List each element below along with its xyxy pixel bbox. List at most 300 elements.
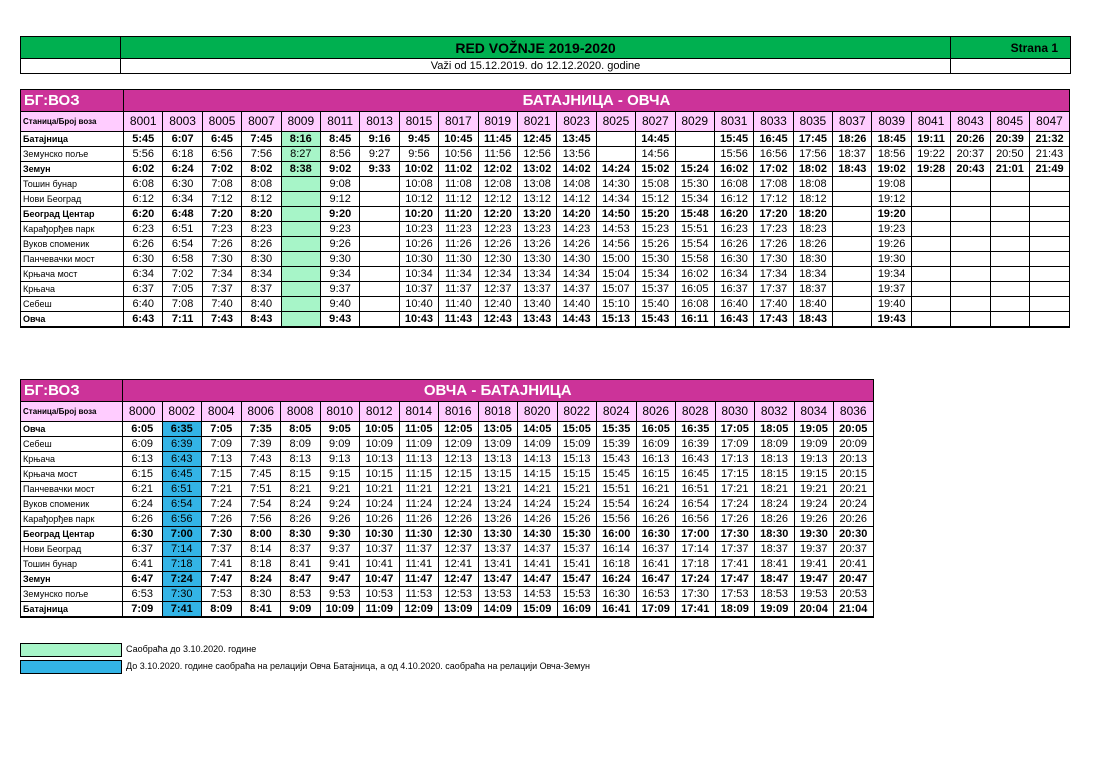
departure-time: 10:40	[399, 297, 438, 312]
departure-time: 13:02	[517, 162, 556, 177]
departure-time	[833, 282, 872, 297]
departure-time: 17:24	[715, 497, 755, 512]
departure-time: 14:53	[596, 222, 635, 237]
departure-time: 10:09	[360, 437, 400, 452]
departure-time: 19:23	[872, 222, 911, 237]
departure-time: 13:56	[557, 147, 596, 162]
departure-time: 12:08	[478, 177, 517, 192]
departure-time: 11:56	[478, 147, 517, 162]
train-number: 8023	[557, 112, 596, 132]
station-name: Нови Београд	[21, 192, 124, 207]
departure-time: 16:02	[675, 267, 714, 282]
departure-time	[951, 252, 990, 267]
departure-time: 19:09	[755, 602, 795, 618]
departure-time: 7:40	[202, 297, 241, 312]
departure-time: 17:30	[676, 587, 716, 602]
departure-time: 17:05	[715, 422, 755, 437]
departure-time: 16:26	[714, 237, 753, 252]
departure-time: 13:09	[478, 437, 518, 452]
train-number: 8019	[478, 112, 517, 132]
train-number: 8037	[833, 112, 872, 132]
station-name: Земун	[21, 162, 124, 177]
departure-time: 13:20	[517, 207, 556, 222]
departure-time: 20:39	[990, 132, 1029, 147]
departure-time: 17:40	[754, 297, 793, 312]
departure-time	[990, 192, 1029, 207]
departure-time: 20:30	[834, 527, 874, 542]
departure-time: 18:34	[793, 267, 832, 282]
departure-time: 9:27	[360, 147, 399, 162]
departure-time: 10:13	[360, 452, 400, 467]
departure-time	[833, 222, 872, 237]
departure-time: 19:08	[872, 177, 911, 192]
departure-time: 17:02	[754, 162, 793, 177]
departure-time: 20:43	[951, 162, 990, 177]
departure-time: 18:26	[755, 512, 795, 527]
table-row	[21, 192, 1070, 207]
departure-time: 7:30	[202, 252, 241, 267]
departure-time: 12:56	[517, 147, 556, 162]
departure-time: 16:09	[557, 602, 597, 618]
train-number: 8008	[281, 402, 321, 422]
departure-time: 8:41	[281, 557, 321, 572]
departure-time: 9:05	[320, 422, 360, 437]
departure-time: 17:45	[793, 132, 832, 147]
station-column-header: Станица/Број воза	[21, 402, 123, 422]
departure-time: 17:37	[754, 282, 793, 297]
departure-time: 14:41	[518, 557, 558, 572]
departure-time: 15:37	[557, 542, 597, 557]
departure-time: 13:45	[557, 132, 596, 147]
departure-time: 16:02	[714, 162, 753, 177]
departure-time	[990, 252, 1029, 267]
departure-time: 18:43	[833, 162, 872, 177]
departure-time: 18:23	[793, 222, 832, 237]
departure-time: 6:30	[123, 527, 163, 542]
departure-time	[833, 177, 872, 192]
departure-time: 8:20	[242, 207, 281, 222]
train-number: 8005	[202, 112, 241, 132]
departure-time: 19:21	[794, 482, 834, 497]
legend-swatch-green	[20, 643, 122, 657]
departure-time: 8:13	[281, 452, 321, 467]
departure-time: 6:48	[163, 207, 202, 222]
departure-time	[990, 237, 1029, 252]
train-number: 8031	[714, 112, 753, 132]
table-row	[21, 482, 874, 497]
departure-time: 14:02	[557, 162, 596, 177]
departure-time: 16:26	[636, 512, 676, 527]
departure-time: 19:15	[794, 467, 834, 482]
departure-time: 8:37	[242, 282, 281, 297]
departure-time: 16:43	[676, 452, 716, 467]
departure-time: 20:09	[834, 437, 874, 452]
departure-time: 20:04	[794, 602, 834, 618]
departure-time: 17:37	[715, 542, 755, 557]
departure-time: 7:41	[202, 557, 242, 572]
departure-time: 10:30	[399, 252, 438, 267]
departure-time: 7:37	[202, 542, 242, 557]
departure-time: 18:09	[715, 602, 755, 618]
departure-time: 20:21	[834, 482, 874, 497]
table-row	[21, 542, 874, 557]
departure-time: 15:39	[597, 437, 637, 452]
departure-time: 7:43	[202, 312, 241, 328]
departure-time: 18:21	[755, 482, 795, 497]
departure-time: 9:30	[320, 527, 360, 542]
departure-time: 6:24	[163, 162, 202, 177]
departure-time: 16:30	[714, 252, 753, 267]
departure-time	[1030, 222, 1070, 237]
departure-time: 17:23	[754, 222, 793, 237]
departure-time: 20:13	[834, 452, 874, 467]
departure-time	[281, 267, 320, 282]
departure-time: 17:08	[754, 177, 793, 192]
departure-time: 15:30	[636, 252, 675, 267]
departure-time: 11:26	[439, 237, 478, 252]
train-number: 8021	[517, 112, 556, 132]
departure-time: 21:01	[990, 162, 1029, 177]
station-name: Батајница	[21, 602, 123, 618]
departure-time: 14:40	[557, 297, 596, 312]
departure-time	[990, 177, 1029, 192]
departure-time: 13:53	[478, 587, 518, 602]
departure-time: 5:56	[124, 147, 163, 162]
departure-time: 8:18	[241, 557, 281, 572]
station-name: Тошин бунар	[21, 177, 124, 192]
departure-time: 6:54	[162, 497, 202, 512]
departure-time: 16:13	[636, 452, 676, 467]
departure-time: 8:26	[242, 237, 281, 252]
departure-time: 10:09	[320, 602, 360, 618]
departure-time	[1030, 267, 1070, 282]
departure-time: 6:35	[162, 422, 202, 437]
station-name: Себеш	[21, 437, 123, 452]
departure-time: 18:37	[755, 542, 795, 557]
departure-time	[911, 177, 950, 192]
departure-time	[281, 282, 320, 297]
departure-time: 7:09	[202, 437, 242, 452]
departure-time: 9:47	[320, 572, 360, 587]
departure-time: 6:30	[163, 177, 202, 192]
departure-time: 13:21	[478, 482, 518, 497]
departure-time: 20:26	[834, 512, 874, 527]
departure-time: 9:37	[320, 542, 360, 557]
departure-time: 15:05	[557, 422, 597, 437]
departure-time: 12:09	[399, 602, 439, 618]
departure-time: 10:56	[439, 147, 478, 162]
departure-time: 19:28	[911, 162, 950, 177]
departure-time: 17:14	[676, 542, 716, 557]
departure-time: 19:47	[794, 572, 834, 587]
departure-time	[951, 222, 990, 237]
departure-time: 11:15	[399, 467, 439, 482]
departure-time: 9:12	[321, 192, 360, 207]
departure-time: 15:20	[636, 207, 675, 222]
departure-time: 15:54	[597, 497, 637, 512]
departure-time: 15:35	[597, 422, 637, 437]
departure-time: 6:43	[124, 312, 163, 328]
departure-time: 16:54	[676, 497, 716, 512]
departure-time: 17:47	[715, 572, 755, 587]
departure-time: 19:30	[872, 252, 911, 267]
departure-time: 19:26	[794, 512, 834, 527]
departure-time: 8:27	[281, 147, 320, 162]
departure-time	[360, 222, 399, 237]
train-number: 8025	[596, 112, 635, 132]
departure-time: 19:02	[872, 162, 911, 177]
station-name: Вуков споменик	[21, 237, 124, 252]
table-row	[21, 557, 874, 572]
departure-time	[951, 237, 990, 252]
departure-time: 14:30	[518, 527, 558, 542]
departure-time: 16:37	[714, 282, 753, 297]
departure-time: 7:45	[241, 467, 281, 482]
departure-time	[951, 177, 990, 192]
departure-time: 15:21	[557, 482, 597, 497]
departure-time	[675, 132, 714, 147]
table-row	[21, 297, 1070, 312]
departure-time: 7:56	[241, 512, 281, 527]
departure-time: 11:30	[439, 252, 478, 267]
departure-time	[951, 312, 990, 328]
departure-time: 8:00	[241, 527, 281, 542]
table-row	[21, 252, 1070, 267]
departure-time: 14:45	[636, 132, 675, 147]
departure-time: 10:15	[360, 467, 400, 482]
train-number: 8014	[399, 402, 439, 422]
departure-time: 11:34	[439, 267, 478, 282]
departure-time: 7:56	[242, 147, 281, 162]
departure-time: 9:37	[321, 282, 360, 297]
station-column-header: Станица/Број воза	[21, 112, 124, 132]
station-name: Београд Центар	[21, 207, 124, 222]
departure-time: 19:11	[911, 132, 950, 147]
departure-time: 17:41	[715, 557, 755, 572]
departure-time: 13:30	[478, 527, 518, 542]
departure-time: 11:21	[399, 482, 439, 497]
departure-time: 19:09	[794, 437, 834, 452]
departure-time: 19:13	[794, 452, 834, 467]
departure-time	[1030, 312, 1070, 328]
train-number: 8029	[675, 112, 714, 132]
departure-time: 19:22	[911, 147, 950, 162]
departure-time	[596, 132, 635, 147]
departure-time	[281, 237, 320, 252]
departure-time: 13:26	[478, 512, 518, 527]
departure-time: 16:47	[636, 572, 676, 587]
departure-time: 15:26	[636, 237, 675, 252]
departure-time: 10:43	[399, 312, 438, 328]
departure-time: 11:40	[439, 297, 478, 312]
departure-time: 8:09	[281, 437, 321, 452]
departure-time: 14:43	[557, 312, 596, 328]
departure-time: 10:12	[399, 192, 438, 207]
departure-time: 14:34	[557, 267, 596, 282]
departure-time: 6:15	[123, 467, 163, 482]
departure-time: 7:34	[202, 267, 241, 282]
departure-time: 18:26	[793, 237, 832, 252]
route-header-row	[21, 380, 874, 402]
departure-time: 7:11	[163, 312, 202, 328]
departure-time: 18:30	[793, 252, 832, 267]
departure-time: 7:41	[162, 602, 202, 618]
departure-time: 16:14	[597, 542, 637, 557]
departure-time	[990, 282, 1029, 297]
departure-time: 8:05	[281, 422, 321, 437]
station-name: Панчевачки мост	[21, 482, 123, 497]
departure-time	[281, 312, 320, 328]
departure-time	[833, 312, 872, 328]
train-number: 8030	[715, 402, 755, 422]
table-row	[21, 437, 874, 452]
station-name: Земунско поље	[21, 587, 123, 602]
departure-time: 7:47	[202, 572, 242, 587]
departure-time: 10:37	[360, 542, 400, 557]
departure-time	[1030, 297, 1070, 312]
train-number: 8012	[360, 402, 400, 422]
departure-time: 15:43	[597, 452, 637, 467]
station-name: Крњача мост	[21, 267, 124, 282]
departure-time: 17:56	[793, 147, 832, 162]
departure-time	[1030, 177, 1070, 192]
departure-time: 12:20	[478, 207, 517, 222]
departure-time: 16:41	[597, 602, 637, 618]
departure-time: 12:09	[439, 437, 479, 452]
departure-time	[360, 297, 399, 312]
departure-time	[360, 177, 399, 192]
station-name: Вуков споменик	[21, 497, 123, 512]
departure-time: 18:37	[833, 147, 872, 162]
departure-time: 13:37	[478, 542, 518, 557]
departure-time	[360, 267, 399, 282]
departure-time	[911, 297, 950, 312]
departure-time: 15:56	[597, 512, 637, 527]
departure-time	[360, 312, 399, 328]
departure-time: 16:11	[675, 312, 714, 328]
departure-time: 11:37	[439, 282, 478, 297]
departure-time: 18:24	[755, 497, 795, 512]
departure-time: 17:18	[676, 557, 716, 572]
departure-time: 10:41	[360, 557, 400, 572]
station-name: Панчевачки мост	[21, 252, 124, 267]
departure-time: 9:40	[321, 297, 360, 312]
departure-time: 6:30	[124, 252, 163, 267]
table-row	[21, 467, 874, 482]
departure-time: 18:37	[793, 282, 832, 297]
departure-time	[833, 252, 872, 267]
departure-time: 18:12	[793, 192, 832, 207]
departure-time: 20:37	[834, 542, 874, 557]
departure-time: 13:24	[478, 497, 518, 512]
departure-time: 16:30	[636, 527, 676, 542]
departure-time: 6:56	[162, 512, 202, 527]
train-number: 8041	[911, 112, 950, 132]
train-number: 8013	[360, 112, 399, 132]
departure-time	[833, 267, 872, 282]
departure-time: 19:41	[794, 557, 834, 572]
departure-time: 14:15	[518, 467, 558, 482]
train-number: 8004	[202, 402, 242, 422]
departure-time: 18:53	[755, 587, 795, 602]
departure-time: 9:43	[321, 312, 360, 328]
train-number: 8011	[321, 112, 360, 132]
departure-time: 6:21	[123, 482, 163, 497]
train-number: 8003	[163, 112, 202, 132]
station-name: Крњача	[21, 282, 124, 297]
departure-time: 15:23	[636, 222, 675, 237]
departure-time: 12:37	[478, 282, 517, 297]
table-row	[21, 267, 1070, 282]
departure-time	[281, 222, 320, 237]
departure-time: 5:45	[124, 132, 163, 147]
departure-time	[281, 252, 320, 267]
departure-time: 11:41	[399, 557, 439, 572]
departure-time: 19:40	[872, 297, 911, 312]
table-row	[21, 162, 1070, 177]
table-row	[21, 312, 1070, 328]
departure-time: 12:26	[478, 237, 517, 252]
departure-time	[675, 147, 714, 162]
departure-time: 6:51	[162, 482, 202, 497]
departure-time: 7:14	[162, 542, 202, 557]
departure-time: 17:43	[754, 312, 793, 328]
departure-time: 15:54	[675, 237, 714, 252]
train-number: 8036	[834, 402, 874, 422]
departure-time: 14:09	[478, 602, 518, 618]
table-row	[21, 512, 874, 527]
departure-time: 14:56	[636, 147, 675, 162]
departure-time: 7:13	[202, 452, 242, 467]
departure-time: 18:08	[793, 177, 832, 192]
departure-time: 14:09	[518, 437, 558, 452]
departure-time: 15:30	[675, 177, 714, 192]
departure-time: 15:12	[636, 192, 675, 207]
departure-time: 20:26	[951, 132, 990, 147]
departure-time: 12:23	[478, 222, 517, 237]
departure-time	[1030, 282, 1070, 297]
train-number: 8006	[241, 402, 281, 422]
departure-time: 9:16	[360, 132, 399, 147]
validity-spacer-right	[951, 59, 1071, 74]
departure-time: 14:24	[596, 162, 635, 177]
departure-time: 15:47	[557, 572, 597, 587]
departure-time: 6:37	[124, 282, 163, 297]
departure-time: 10:30	[360, 527, 400, 542]
departure-time: 14:24	[518, 497, 558, 512]
departure-time: 7:24	[202, 497, 242, 512]
departure-time: 14:05	[518, 422, 558, 437]
departure-time: 20:41	[834, 557, 874, 572]
departure-time: 19:37	[872, 282, 911, 297]
departure-time	[990, 222, 1029, 237]
table-row	[21, 177, 1070, 192]
departure-time: 15:09	[557, 437, 597, 452]
departure-time: 6:13	[123, 452, 163, 467]
departure-time: 12:21	[439, 482, 479, 497]
departure-time: 9:26	[321, 237, 360, 252]
departure-time: 18:56	[872, 147, 911, 162]
departure-time	[990, 312, 1029, 328]
departure-time: 6:24	[123, 497, 163, 512]
departure-time	[911, 282, 950, 297]
departure-time: 13:15	[478, 467, 518, 482]
departure-time: 11:30	[399, 527, 439, 542]
page-label: Strana 1	[951, 37, 1071, 59]
departure-time	[1030, 237, 1070, 252]
departure-time	[281, 192, 320, 207]
departure-time: 16:05	[675, 282, 714, 297]
